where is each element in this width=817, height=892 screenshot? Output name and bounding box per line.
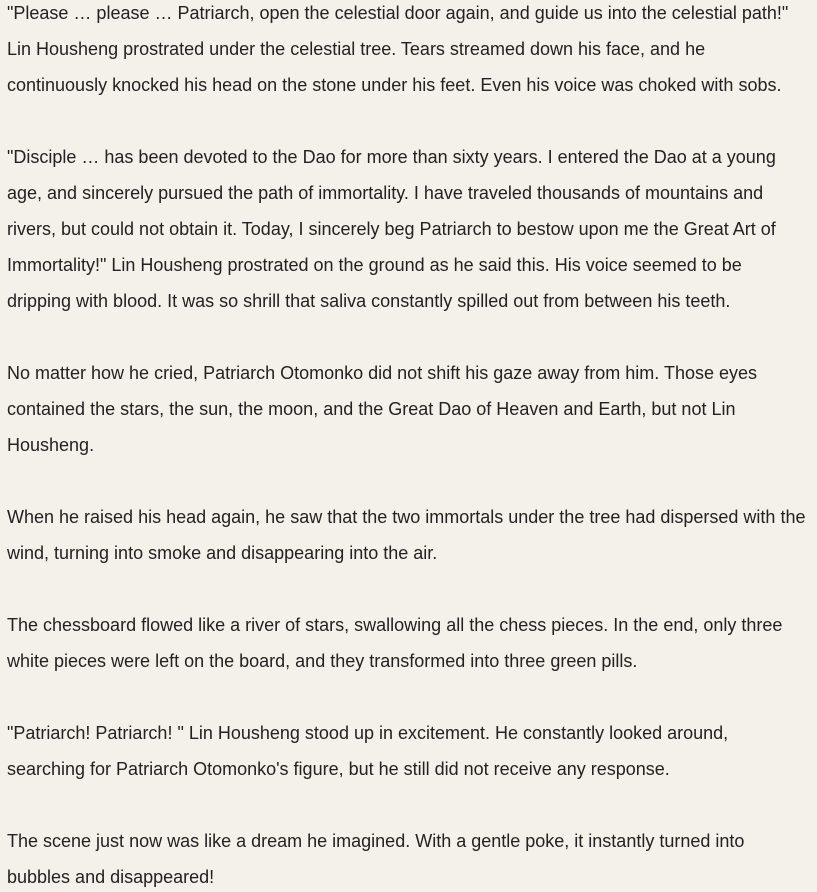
paragraph-2: "Disciple … has been devoted to the Dao for more than sixty years. I entered the Dao at a young age, and sincerely pursued the path of immortality. I have traveled thousands of mountains and rivers, but could not obtain it. Today, I sincerely beg Patriarch to bestow upon me the Great Art of Immortality!" Lin Housheng prostrated on the ground as he said this. His voice seemed to be dripping with blood. It was so shrill that saliva constantly spilled out from between his teeth. bbox=[7, 147, 776, 311]
paragraph-1: "Please … please … Patriarch, open the celestial door again, and guide us into the celestial path!" Lin Housheng prostrated under the celestial tree. Tears streamed down his face, and he continuously knocked his head on the stone under his feet. Even his voice was choked with sobs. bbox=[7, 3, 789, 95]
paragraph-5: The chessboard flowed like a river of stars, swallowing all the chess pieces. In the end, only three white pieces were left on the board, and they transformed into three green pills. bbox=[7, 615, 783, 671]
paragraph-3: No matter how he cried, Patriarch Otomonko did not shift his gaze away from him. Those eyes contained the stars, the sun, the moon, and the Great Dao of Heaven and Earth, but not Lin Housheng. bbox=[7, 363, 758, 455]
paragraph-6: "Patriarch! Patriarch! " Lin Housheng stood up in excitement. He constantly looked around, searching for Patriarch Otomonko's figure, but he still did not receive any response. bbox=[7, 723, 729, 779]
chapter-text bbox=[7, 0, 807, 892]
paragraph-4: When he raised his head again, he saw that the two immortals under the tree had dispersed with the wind, turning into smoke and disappearing into the air. bbox=[7, 507, 806, 563]
paragraph-7: The scene just now was like a dream he imagined. With a gentle poke, it instantly turned into bubbles and disappeared! bbox=[7, 831, 745, 887]
